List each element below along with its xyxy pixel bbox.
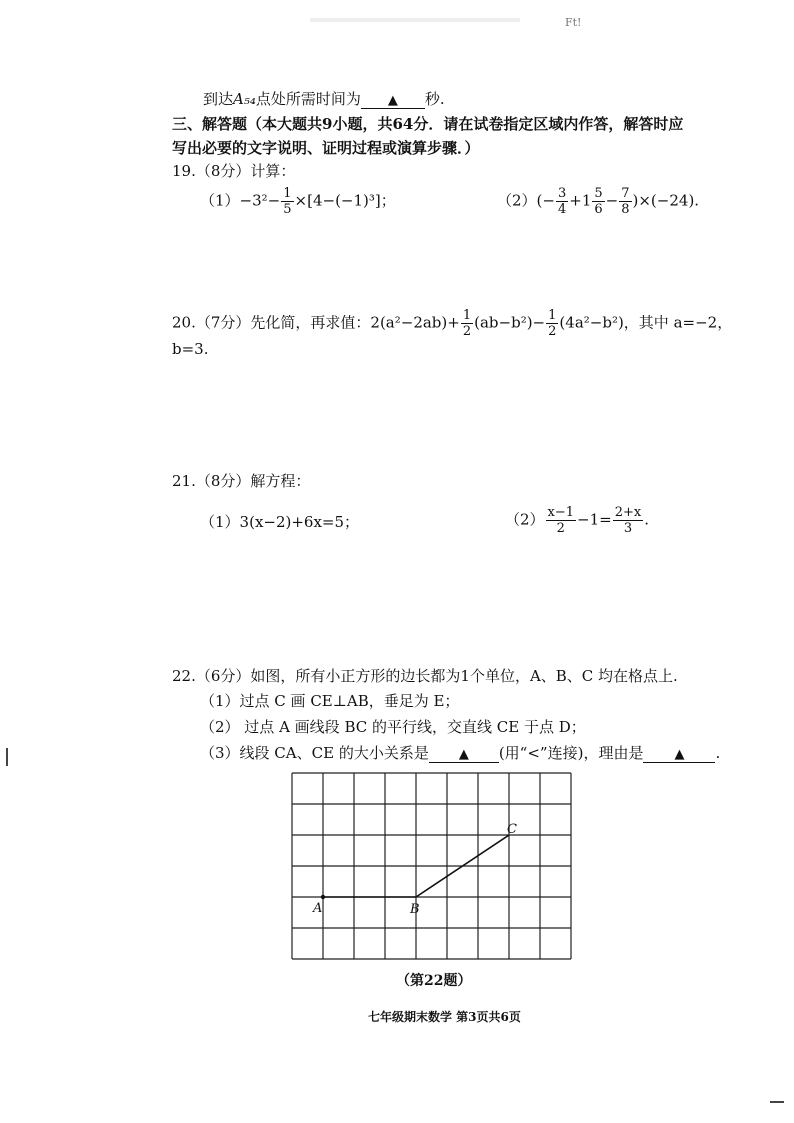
q19-p1-a: −3²−: [239, 191, 281, 210]
numerator: 5: [594, 186, 603, 201]
numerator: 1: [548, 308, 557, 323]
q21-heading: 21.（8分）解方程：: [172, 472, 311, 490]
q20-line2: b=3.: [172, 340, 209, 358]
q22-part1: （1）过点 C 画 CE⊥AB，垂足为 E；: [200, 692, 460, 710]
q21-p2-mid: −1=: [577, 510, 612, 529]
denominator: 2: [556, 521, 565, 536]
fraction: [613, 505, 644, 536]
denominator: 4: [557, 202, 567, 217]
scan-noise: [310, 18, 520, 22]
q19-p2-label: （2）: [497, 191, 537, 210]
denominator: 3: [623, 521, 633, 536]
point-a-label: A: [313, 901, 323, 916]
denominator: 2: [548, 324, 557, 339]
answer-blank: ▲: [429, 748, 499, 763]
section-heading-line2: 写出必要的文字说明、证明过程或演算步骤．）: [172, 139, 480, 157]
fraction: [619, 186, 631, 217]
q19-p1-label: （1）: [200, 191, 240, 210]
margin-mark: [770, 1101, 784, 1103]
numerator: 1: [462, 308, 472, 323]
point-a-dot: [321, 895, 325, 899]
continuation-line: [203, 88, 445, 109]
fraction: [546, 505, 577, 536]
answer-blank: ▲: [361, 94, 425, 109]
denominator: 8: [621, 202, 630, 217]
fraction: [461, 308, 473, 339]
q19-p2-c: −: [605, 191, 619, 210]
numerator: 2+x: [614, 505, 642, 520]
figure-caption: （第22题）: [396, 973, 472, 989]
fraction: [546, 308, 558, 339]
numerator: x−1: [547, 505, 575, 520]
q19-p2-b: +1: [569, 191, 592, 210]
point-label: A₅₄: [233, 90, 256, 108]
denominator: 5: [283, 202, 292, 217]
continuation-post: 秒.: [424, 90, 445, 108]
header-marks: Ft!: [565, 16, 582, 29]
q22-heading: 22.（6分）如图，所有小正方形的边长都为1个单位，A、B、C 均在格点上.: [172, 667, 678, 685]
q19-p2-a: (−: [536, 191, 555, 210]
q19-part2: [497, 186, 699, 217]
numerator: 7: [621, 186, 630, 201]
q22-part2: （2） 过点 A 画线段 BC 的平行线，交直线 CE 于点 D；: [200, 718, 586, 736]
q20-mid: (ab−b²)−: [474, 313, 546, 332]
point-c-label: C: [507, 822, 517, 837]
q22-p3-a: （3）线段 CA、CE 的大小关系是: [200, 744, 429, 762]
q19-p1-b: ×[4−(−1)³]；: [294, 191, 396, 210]
q21-p2-label: （2）: [505, 510, 545, 529]
denominator: 6: [594, 202, 603, 217]
denominator: 2: [462, 324, 472, 339]
q19-p2-d: )×(−24).: [632, 191, 700, 210]
q20-tail: (4a²−b²)，其中 a=−2，: [559, 313, 733, 332]
q19-part1: [200, 186, 396, 217]
continuation-mid: 点处所需时间为: [255, 90, 361, 108]
section-heading-line1: 三、解答题（本大题共9小题，共64分．请在试卷指定区域内作答，解答时应: [172, 115, 684, 133]
q20-head: 20.（7分）先化简，再求值：2(a²−2ab)+: [172, 313, 460, 332]
q22-figure: [280, 765, 585, 970]
q21-part1: （1）3(x−2)+6x=5；: [200, 513, 360, 531]
fraction: [592, 186, 604, 217]
q20-line1: [172, 308, 732, 339]
fraction: [281, 186, 293, 217]
q22-part3: [200, 742, 720, 763]
q21-p2-end: .: [644, 510, 650, 529]
q19-heading: 19.（8分）计算：: [172, 162, 296, 180]
page-footer: 七年级期末数学 第3页共6页: [368, 1010, 521, 1024]
margin-mark: [6, 748, 8, 766]
fraction: [556, 186, 568, 217]
numerator: 1: [283, 186, 292, 201]
q22-p3-end: .: [715, 744, 721, 762]
q21-part2: [505, 505, 649, 536]
numerator: 3: [557, 186, 567, 201]
continuation-pre: 到达: [203, 90, 234, 108]
grid-lines: [292, 773, 571, 959]
q22-p3-b: (用“<”连接)，理由是: [498, 744, 644, 762]
point-b-label: B: [410, 902, 420, 917]
answer-blank: ▲: [643, 748, 715, 763]
